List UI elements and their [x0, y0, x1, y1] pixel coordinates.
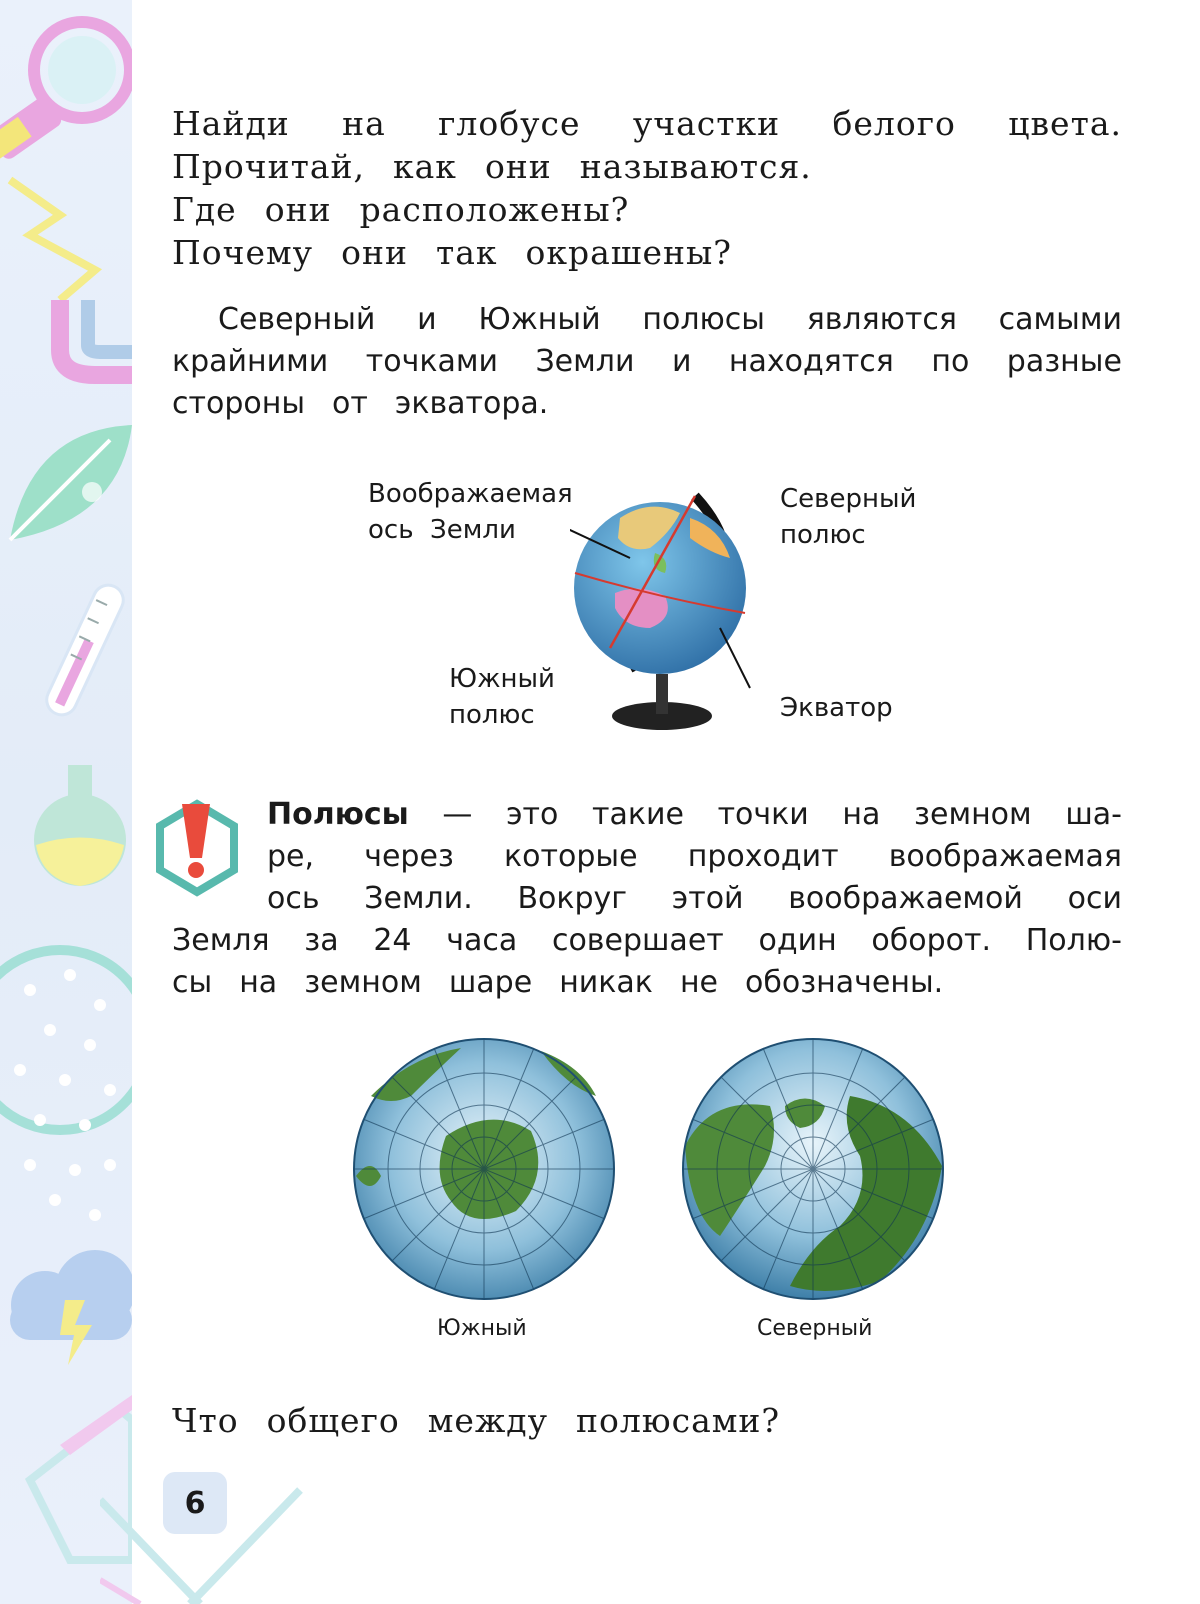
- paragraph-line: [172, 299, 1122, 341]
- word: Земля: [172, 923, 270, 958]
- word: Вокруг: [517, 881, 628, 916]
- word: полюсы: [642, 302, 765, 337]
- word: общего: [266, 1401, 400, 1440]
- word: земном: [914, 797, 1032, 832]
- word: оси: [1067, 881, 1122, 916]
- word: они: [264, 190, 332, 229]
- word: Найди: [172, 104, 290, 143]
- word: Северный: [218, 302, 376, 337]
- word: белого: [832, 104, 956, 143]
- question-line: [172, 188, 1122, 231]
- word: как: [393, 147, 457, 186]
- question-line: [172, 231, 1122, 274]
- word: Южный: [478, 302, 601, 337]
- word: этой: [671, 881, 744, 916]
- word: называются.: [579, 147, 812, 186]
- paragraph-line: [172, 878, 1122, 920]
- word: Земли.: [364, 881, 473, 916]
- label-equator: Экватор: [780, 693, 893, 723]
- word: точками: [365, 344, 498, 379]
- word: точки: [717, 797, 809, 832]
- word: Земли: [535, 344, 635, 379]
- definition-paragraph: [172, 794, 1122, 1004]
- south-hemisphere-illustration: [351, 1036, 617, 1302]
- paragraph-line: [172, 794, 1122, 836]
- word: стороны: [172, 386, 306, 421]
- caption-north: Северный: [757, 1316, 873, 1341]
- word: это: [506, 797, 559, 832]
- flask-icon: [34, 765, 126, 886]
- word: ре,: [267, 839, 315, 874]
- word: Что: [172, 1401, 239, 1440]
- word: через: [364, 839, 454, 874]
- word: по: [931, 344, 970, 379]
- word: самыми: [998, 302, 1122, 337]
- word: воображаемой: [788, 881, 1023, 916]
- paragraph-line: [172, 341, 1122, 383]
- storm-cloud-icon: [10, 1250, 132, 1365]
- lightning-zigzag-icon: [10, 180, 95, 300]
- word: они: [484, 147, 552, 186]
- word: расположены?: [359, 190, 630, 229]
- word: за: [304, 923, 339, 958]
- word: находятся: [728, 344, 894, 379]
- word: глобусе: [438, 104, 581, 143]
- word: воображаемая: [888, 839, 1122, 874]
- word: совершает: [551, 923, 724, 958]
- paragraph-line: [172, 962, 1122, 1004]
- label-north-line2: полюс: [780, 520, 866, 550]
- decorative-sidebar: [0, 0, 132, 1604]
- word: шаре: [448, 965, 533, 1000]
- word: —: [442, 797, 473, 832]
- paragraph-line: [172, 836, 1122, 878]
- term-poles: Полюсы: [267, 797, 409, 832]
- paragraph-poles: [172, 299, 1122, 425]
- label-south-line2: полюс: [449, 700, 535, 730]
- label-axis-line2: ось Земли: [368, 515, 516, 545]
- word: Где: [172, 190, 237, 229]
- leaf-icon: [10, 425, 132, 540]
- word: обозначены.: [745, 965, 944, 1000]
- label-south-line1: Южный: [449, 664, 555, 694]
- word: проходит: [687, 839, 839, 874]
- word: от: [332, 386, 368, 421]
- globe-illustration: [570, 478, 770, 738]
- word: Почему: [172, 233, 314, 272]
- word: часа: [446, 923, 518, 958]
- word: окрашены?: [525, 233, 732, 272]
- magnet-icon: [60, 300, 132, 375]
- word: участки: [632, 104, 781, 143]
- label-north-line1: Северный: [780, 484, 917, 514]
- label-axis-line1: Воображаемая: [368, 479, 573, 509]
- word: ша-: [1065, 797, 1122, 832]
- question-line: [172, 1399, 872, 1442]
- label-south-pole: [449, 661, 555, 733]
- word: на: [842, 797, 881, 832]
- question-line: [172, 102, 1122, 145]
- word: между: [427, 1401, 549, 1440]
- word: разные: [1006, 344, 1122, 379]
- word: 24: [373, 923, 412, 958]
- word: один: [758, 923, 837, 958]
- caption-south: Южный: [437, 1316, 527, 1341]
- word: полюсами?: [576, 1401, 781, 1440]
- word: оборот.: [871, 923, 992, 958]
- word: не: [679, 965, 719, 1000]
- question-top: [172, 102, 1122, 274]
- label-axis: [368, 476, 573, 548]
- word: никак: [559, 965, 653, 1000]
- page-number: 6: [163, 1472, 227, 1534]
- paragraph-line: [172, 920, 1122, 962]
- thermometer-icon: [42, 580, 128, 720]
- word: такие: [592, 797, 684, 832]
- magnifier-icon: [0, 22, 130, 162]
- word: ось: [267, 881, 320, 916]
- word: они: [341, 233, 408, 272]
- word: земном: [304, 965, 422, 1000]
- north-hemisphere-illustration: [680, 1036, 946, 1302]
- word: крайними: [172, 344, 329, 379]
- word: сы: [172, 965, 213, 1000]
- word: Прочитай,: [172, 147, 365, 186]
- dotted-circle-decoration: [0, 950, 132, 1221]
- word: цвета.: [1008, 104, 1122, 143]
- word: и: [417, 302, 437, 337]
- word: на: [239, 965, 278, 1000]
- word: Полю-: [1025, 923, 1122, 958]
- word: на: [342, 104, 386, 143]
- paragraph-line: [172, 383, 1122, 425]
- word: и: [671, 344, 692, 379]
- word: так: [435, 233, 498, 272]
- label-north-pole: [780, 481, 916, 553]
- question-line: [172, 145, 1122, 188]
- question-bottom: [172, 1399, 872, 1442]
- word: которые: [504, 839, 638, 874]
- word: являются: [806, 302, 957, 337]
- word: экватора.: [394, 386, 549, 421]
